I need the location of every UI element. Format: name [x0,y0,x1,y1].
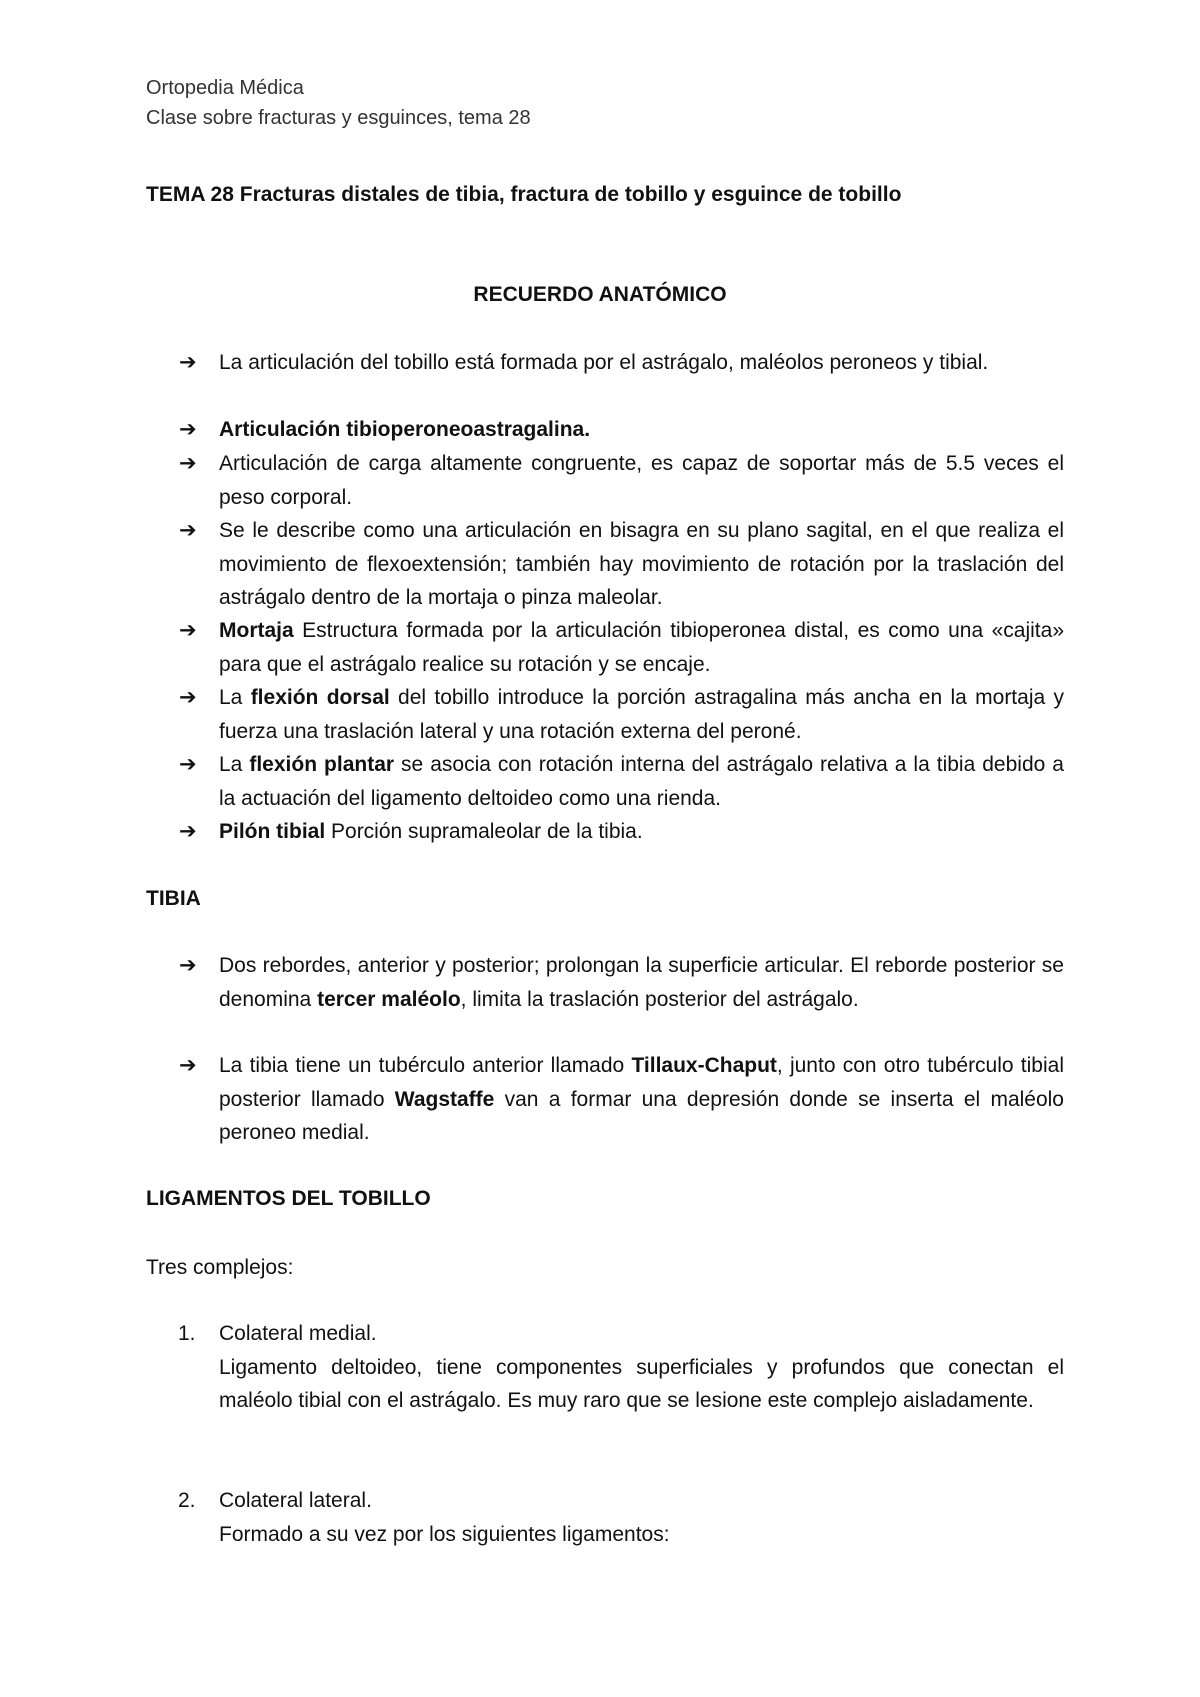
list-item-body: Ligamento deltoideo, tiene componentes superficiales y profundos que conectan el maléolo tibial con el astrágalo. Es muy raro que se lesione este complejo aisladamente. [219,1355,1064,1412]
list-number: 2. [178,1489,196,1512]
bullet-bold-text: tercer maléolo [317,987,461,1011]
bullet-text: del tobillo introduce la porción astragalina más ancha en la mortaja y fuerza una traslación lateral y una rotación externa del peroné. [219,686,1064,743]
list-item-body: Formado a su vez por los siguientes ligamentos: [219,1522,670,1546]
bullet-bold-text: flexión dorsal [250,686,390,709]
list-item-heading: Colateral medial. [219,1322,377,1345]
section-heading-ligamentos: LIGAMENTOS DEL TOBILLO [146,1187,431,1210]
bullet-bold-text: Articulación tibioperoneoastragalina. [219,418,591,441]
bullet-text: Porción supramaleolar de la tibia. [325,820,643,843]
list-item [219,1317,1064,1418]
arrow-bullet-icon: ➔ [179,619,197,642]
bullet-item [219,614,1064,681]
bullet-item [219,815,1064,849]
bullet-item [219,514,1064,615]
bullet-text: La tibia tiene un tubérculo anterior llamado [219,1054,632,1077]
bullet-text: van a formar una depresión donde se inserta el maléolo peroneo medial. [219,1087,1064,1144]
list-item-heading: Colateral lateral. [219,1489,372,1512]
bullet-text: se asocia con rotación interna del astrágalo relativa a la tibia debido a la actuación del ligamento deltoideo como una rienda. [219,753,1064,810]
document-title: TEMA 28 Fracturas distales de tibia, fractura de tobillo y esguince de tobillo [146,183,902,206]
bullet-text: , limita la traslación posterior del astrágalo. [460,987,859,1011]
arrow-bullet-icon: ➔ [179,753,197,776]
bullet-bold-text: Tillaux-Chaput [631,1054,777,1077]
bullet-bold-text: Mortaja [219,619,294,642]
arrow-bullet-icon: ➔ [179,452,197,475]
bullet-text: Estructura formada por la articulación tibioperonea distal, es como una «cajita» para que el astrágalo realice su rotación y se encaje. [219,619,1064,676]
bullet-item [219,447,1064,514]
arrow-bullet-icon: ➔ [179,418,197,441]
bullet-item [219,1049,1064,1150]
arrow-bullet-icon: ➔ [179,686,197,709]
bullet-text: Articulación de carga altamente congruente, es capaz de soportar más de 5.5 veces el peso corporal. [219,452,1064,509]
bullet-text: La [219,686,251,709]
bullet-item [219,949,1064,1016]
arrow-bullet-icon: ➔ [179,820,197,843]
arrow-bullet-icon: ➔ [179,519,197,542]
arrow-bullet-icon: ➔ [179,351,197,374]
bullet-item [219,346,1064,380]
list-number: 1. [178,1322,196,1345]
bullet-item [219,748,1064,815]
section-heading-recuerdo: RECUERDO ANATÓMICO [473,283,727,306]
list-item [219,1484,1064,1551]
bullet-bold-text: Wagstaffe [394,1087,495,1111]
arrow-bullet-icon: ➔ [179,1054,197,1077]
section-heading-tibia: TIBIA [146,887,201,910]
bullet-text: La articulación del tobillo está formada por el astrágalo, maléolos peroneos y tibial. [219,351,989,374]
bullet-item [219,681,1064,748]
bullet-text: Se le describe como una articulación en bisagra en su plano sagital, en el que realiza el movimiento de flexoextensión; también hay movimiento de rotación por la traslación del astrágalo dentro de la mortaja o pinza maleolar. [219,519,1064,609]
bullet-text: La [219,753,250,776]
ligamentos-intro: Tres complejos: [146,1256,294,1279]
header-course: Ortopedia Médica [146,77,304,99]
bullet-item [219,413,1064,447]
arrow-bullet-icon: ➔ [179,954,197,977]
bullet-text: , junto con otro tubérculo tibial posterior llamado [219,1054,1064,1111]
header-class: Clase sobre fracturas y esguinces, tema 28 [146,107,531,129]
bullet-text: Dos rebordes, anterior y posterior; prolongan la superficie articular. El reborde posterior se denomina [219,954,1064,1011]
bullet-bold-text: Pilón tibial [219,820,326,843]
bullet-bold-text: flexión plantar [249,753,395,776]
